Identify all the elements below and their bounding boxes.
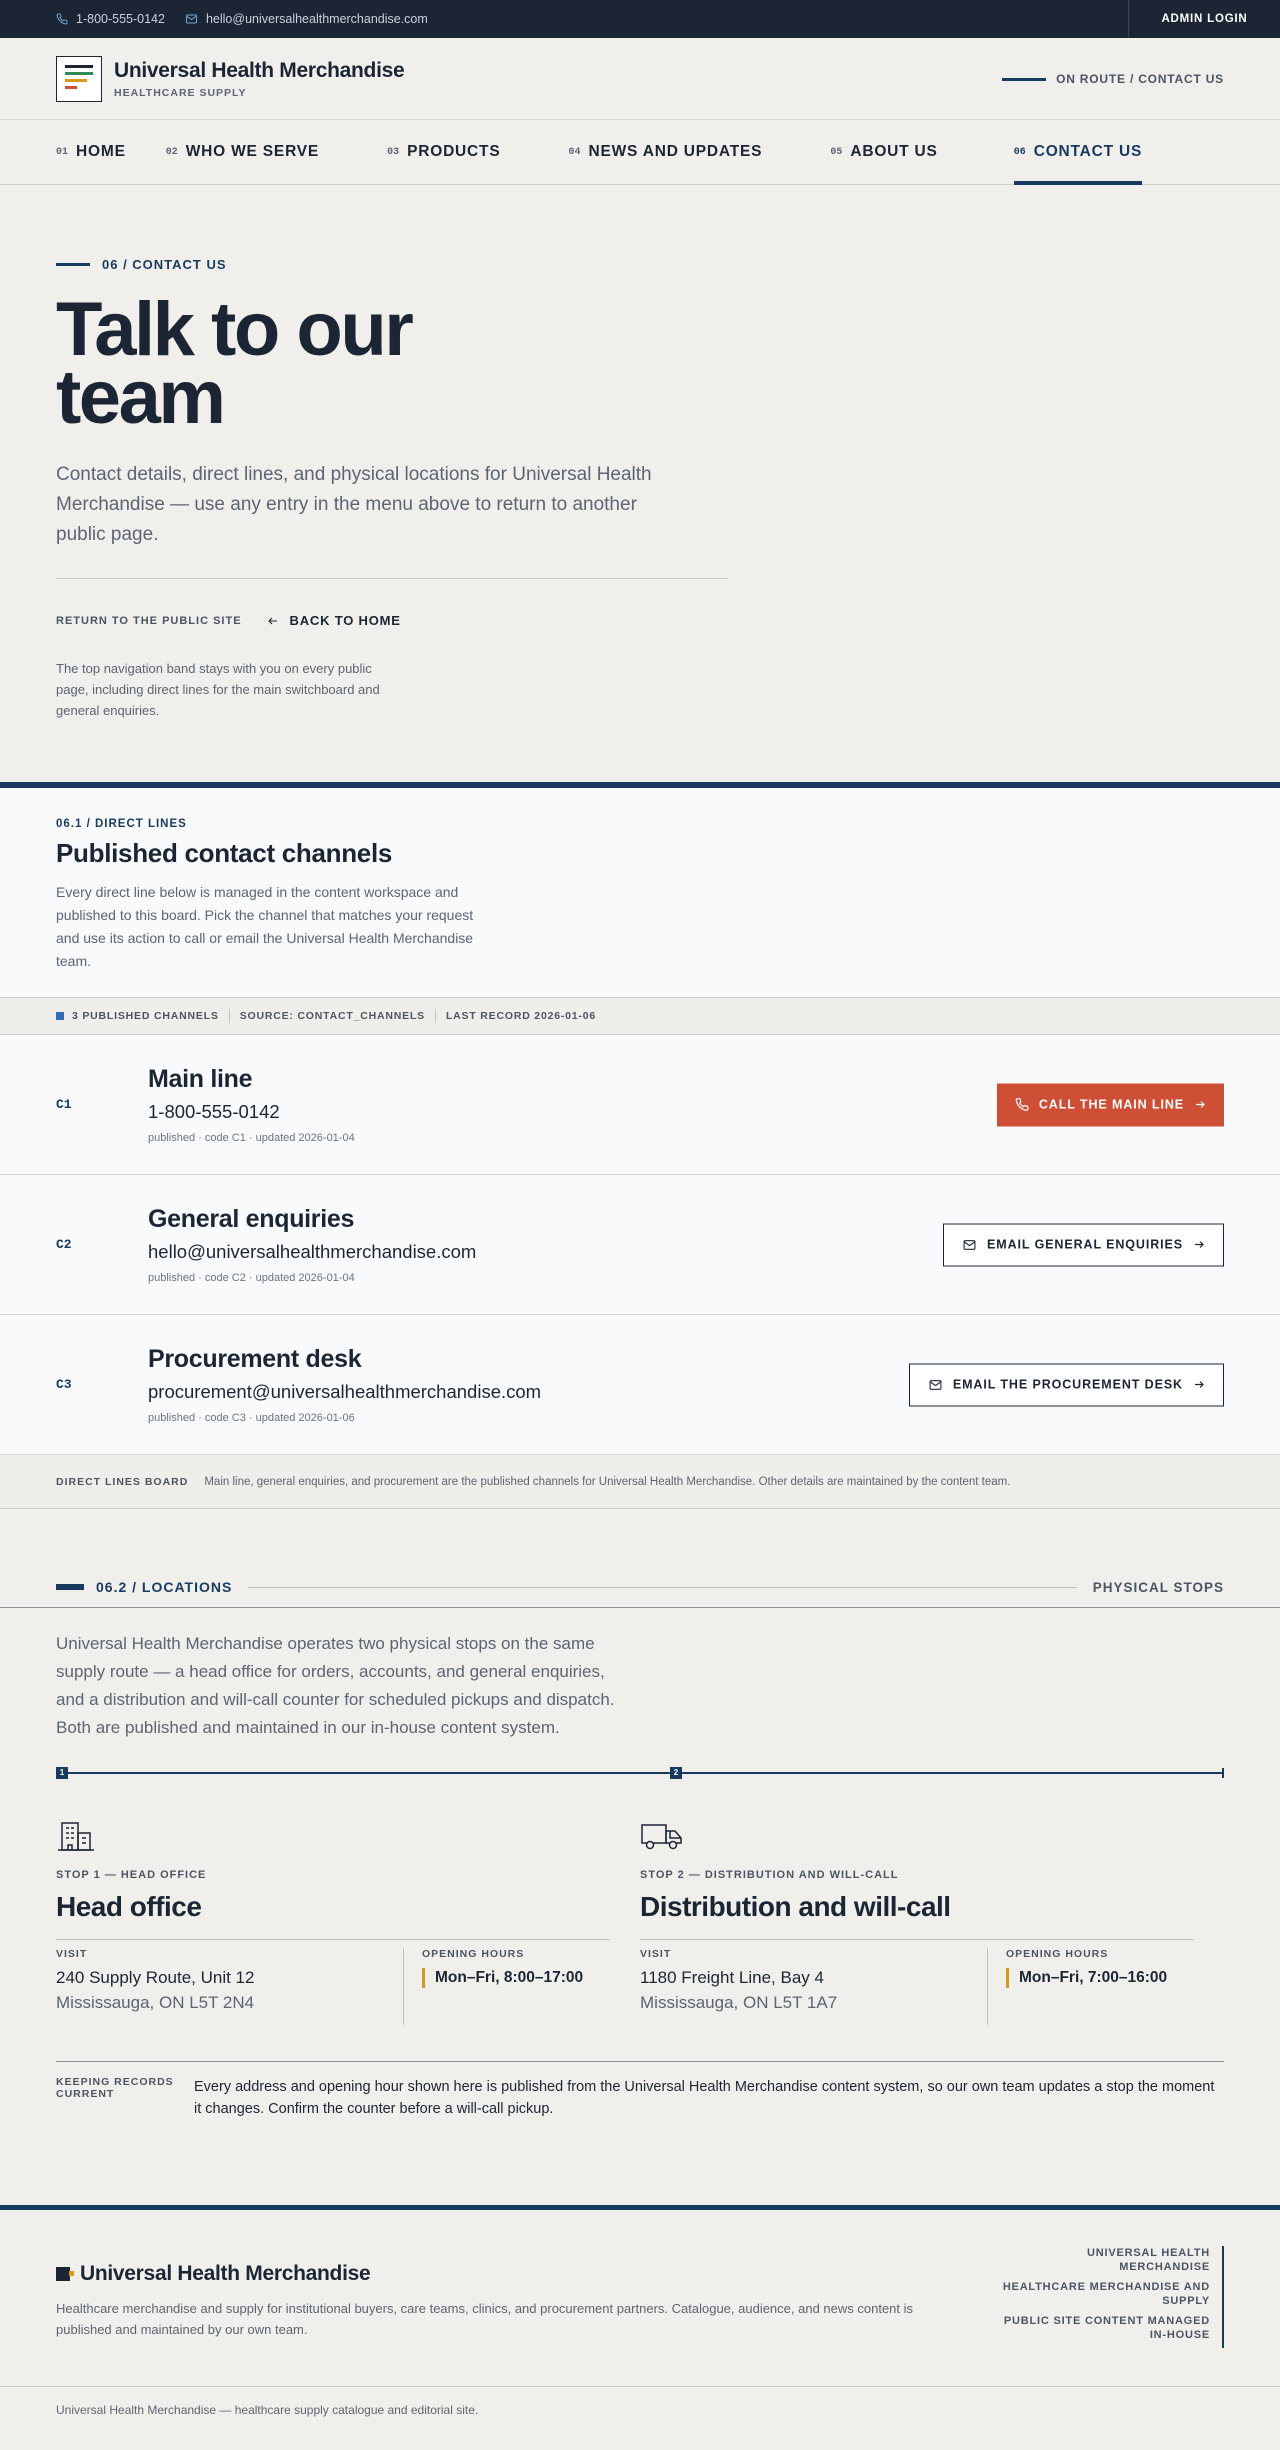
footer-copyright: Universal Health Merchandise — healthcare supply catalogue and editorial site. — [56, 2403, 479, 2417]
nav-label: ABOUT US — [850, 143, 938, 160]
nav-num: 06 — [1013, 146, 1026, 158]
eyebrow-bar — [56, 263, 90, 266]
stop-title: Distribution and will-call — [640, 1891, 951, 1922]
stop-hours — [404, 1948, 583, 2025]
channel-meta: published · code C3 · updated 2026-01-06 — [148, 1412, 355, 1424]
channel-meta: published · code C2 · updated 2026-01-04 — [148, 1272, 355, 1284]
stop-visit — [640, 1948, 988, 2025]
opening-hours: Mon–Fri, 7:00–16:00 — [1006, 1968, 1167, 1988]
topbar-email: hello@universalhealthmerchandise.com — [205, 12, 428, 26]
board-label: DIRECT LINES BOARD — [56, 1475, 189, 1488]
nav-num: 03 — [387, 146, 400, 158]
nav-label: PRODUCTS — [407, 143, 501, 160]
section-label: 06.2 / LOCATIONS — [96, 1579, 233, 1595]
hero-eyebrow — [56, 257, 1224, 272]
nav-item-products[interactable] — [387, 120, 500, 184]
channel-title: Main line — [148, 1065, 253, 1093]
visit-label: VISIT — [640, 1948, 672, 1960]
stop-visit — [56, 1948, 404, 2025]
brand-logo[interactable] — [56, 56, 102, 102]
channel-value[interactable]: 1-800-555-0142 — [148, 1101, 280, 1122]
channel-code: C1 — [56, 1097, 72, 1112]
nav-item-contact-us[interactable] — [1014, 120, 1142, 184]
nav-label: NEWS AND UPDATES — [588, 143, 763, 160]
back-to-home-link[interactable] — [266, 613, 401, 628]
stop-card-distribution — [640, 1820, 1224, 2025]
arrow-left-icon — [266, 615, 280, 627]
channel-row — [0, 1315, 1280, 1455]
keep-text: Every address and opening hour shown here is published from the Universal Health Merchandise content system, so our own team updates a stop the moment it changes. Confirm the counter before a will-call pickup. — [194, 2079, 1215, 2117]
hero-section — [0, 185, 1280, 785]
direct-lines-section — [0, 782, 1280, 1509]
channel-value[interactable]: hello@universalhealthmerchandise.com — [148, 1241, 477, 1262]
board-text: Main line, general enquiries, and procurement are the published channels for Universal Health Merchandise. Other details are maintained by the content team. — [204, 1475, 1011, 1488]
hero-lead: Contact details, direct lines, and physical locations for Universal Health Merchandise — use any entry in the menu above to return to another public page. — [56, 464, 652, 545]
address-line2: Mississauga, ON L5T 2N4 — [56, 1993, 255, 2012]
brand-name[interactable]: Universal Health Merchandise — [114, 58, 405, 82]
route-end — [1222, 1768, 1224, 1778]
direct-lines-board — [0, 1455, 1280, 1509]
header-line — [248, 1587, 1076, 1588]
footer-meta-list — [1000, 2246, 1224, 2348]
section-title: Published contact channels — [56, 838, 393, 868]
physical-stops-label: PHYSICAL STOPS — [1092, 1579, 1224, 1595]
call-main-line-button[interactable] — [997, 1083, 1224, 1126]
section-description: Every direct line below is managed in the content workspace and published to this board. Pick the channel that matches your request and use its action to call or email the Universal Health Merchandise team. — [56, 884, 474, 969]
channel-last-record: LAST RECORD 2026-01-06 — [445, 1010, 597, 1022]
building-icon — [56, 1820, 96, 1852]
locations-intro: Universal Health Merchandise operates two physical stops on the same supply route — a head office for orders, accounts, and general enquiries, and a distribution and will-call counter for scheduled pickups and dispatch. Both are published and maintained in our in-house content system. — [56, 1634, 615, 1737]
nav-item-about-us[interactable] — [830, 120, 937, 184]
main-nav — [0, 120, 1280, 185]
channel-title: Procurement desk — [148, 1345, 362, 1373]
channel-code: C3 — [56, 1377, 72, 1392]
footer-main — [0, 2210, 1280, 2387]
divider — [229, 1009, 230, 1023]
address-line2: Mississauga, ON L5T 1A7 — [640, 1993, 838, 2012]
address-line1: 240 Supply Route, Unit 12 — [56, 1968, 255, 1987]
topbar-email-link[interactable] — [185, 12, 428, 26]
truck-icon — [640, 1820, 684, 1852]
phone-icon — [1015, 1098, 1029, 1112]
opening-hours: Mon–Fri, 8:00–17:00 — [422, 1968, 583, 1988]
stop-details — [640, 1939, 1194, 2025]
channel-value[interactable]: procurement@universalhealthmerchandise.com — [148, 1381, 542, 1402]
status-square — [56, 1012, 64, 1020]
stop-title: Head office — [56, 1891, 202, 1922]
button-label: EMAIL THE PROCUREMENT DESK — [952, 1377, 1183, 1392]
back-label: BACK TO HOME — [289, 613, 401, 628]
hours-label: OPENING HOURS — [1006, 1948, 1109, 1960]
channel-count: 3 PUBLISHED CHANNELS — [72, 1010, 219, 1022]
arrow-right-icon — [1193, 1239, 1205, 1251]
button-label: EMAIL GENERAL ENQUIRIES — [987, 1237, 1183, 1252]
channel-meta: published · code C1 · updated 2026-01-04 — [148, 1132, 355, 1144]
email-procurement-desk-button[interactable] — [909, 1363, 1224, 1406]
nav-label: WHO WE SERVE — [185, 143, 320, 160]
brand-tagline: HEALTHCARE SUPPLY — [114, 86, 247, 99]
footer-description: Healthcare merchandise and supply for institutional buyers, care teams, clinics, and procurement partners. Catalogue, audience, and news content is published and maintained by our own team. — [56, 2301, 914, 2337]
mail-icon — [928, 1378, 943, 1391]
stop-card-head-office — [56, 1820, 640, 2025]
stop-marker-1: 1 — [56, 1767, 68, 1779]
keep-label: KEEPING RECORDS CURRENT — [56, 2076, 174, 2100]
admin-login-button[interactable]: ADMIN LOGIN — [1128, 0, 1280, 38]
nav-num: 02 — [165, 146, 178, 158]
footer-meta-item: PUBLIC SITE CONTENT MANAGED IN-HOUSE — [1003, 2315, 1210, 2341]
nav-num: 04 — [568, 146, 581, 158]
section-bar — [56, 1584, 84, 1590]
stop-eyebrow: STOP 2 — DISTRIBUTION AND WILL-CALL — [640, 1869, 899, 1881]
nav-num: 01 — [56, 146, 69, 158]
eyebrow-label: 06 / CONTACT US — [102, 257, 227, 272]
footer-brand-name: Universal Health Merchandise — [80, 2262, 371, 2285]
locations-section — [0, 1507, 1280, 2120]
return-row — [56, 613, 1224, 628]
footer-meta-item: UNIVERSAL HEALTH MERCHANDISE — [1086, 2247, 1210, 2273]
mail-icon — [185, 13, 198, 25]
channel-title: General enquiries — [148, 1205, 355, 1233]
route-indicator — [1002, 38, 1224, 120]
arrow-right-icon — [1193, 1379, 1205, 1391]
channel-source: SOURCE: CONTACT_CHANNELS — [239, 1010, 425, 1022]
return-label: RETURN TO THE PUBLIC SITE — [56, 614, 242, 627]
site-footer — [0, 2205, 1280, 2450]
mail-icon — [962, 1238, 977, 1251]
nav-item-who-we-serve[interactable] — [166, 120, 319, 184]
divider — [435, 1009, 436, 1023]
route-label: ON ROUTE / CONTACT US — [1056, 72, 1224, 86]
stop-details — [56, 1939, 610, 2025]
nav-label: CONTACT US — [1033, 143, 1143, 160]
site-header — [0, 38, 1280, 120]
top-bar — [0, 0, 1280, 38]
channel-code: C2 — [56, 1237, 72, 1252]
direct-lines-header — [0, 788, 1280, 997]
stop-eyebrow: STOP 1 — HEAD OFFICE — [56, 1869, 207, 1881]
channels-meta-strip — [0, 997, 1280, 1035]
nav-item-home[interactable] — [56, 120, 126, 184]
channel-row — [0, 1035, 1280, 1175]
stop-marker-2: 2 — [670, 1767, 682, 1779]
nav-item-news-and-updates[interactable] — [568, 120, 762, 184]
channel-row — [0, 1175, 1280, 1315]
nav-num: 05 — [830, 146, 843, 158]
route-line — [56, 1766, 1224, 1780]
stop-hours — [988, 1948, 1167, 2025]
button-label: CALL THE MAIN LINE — [1038, 1097, 1184, 1112]
page-title-line1: Talk to our — [56, 287, 412, 372]
nav-label: HOME — [76, 143, 126, 160]
page-title — [56, 287, 1224, 440]
route-track — [56, 1772, 1224, 1774]
stops-grid — [56, 1820, 1224, 2025]
hours-label: OPENING HOURS — [422, 1948, 525, 1960]
keeping-records-note — [56, 2061, 1224, 2120]
address-line1: 1180 Freight Line, Bay 4 — [640, 1968, 824, 1987]
page-title-line2: team — [56, 355, 224, 440]
hero-note: The top navigation band stays with you on every public page, including direct lines for the main switchboard and general enquiries. — [56, 661, 380, 718]
arrow-right-icon — [1194, 1099, 1206, 1111]
topbar-phone: 1-800-555-0142 — [76, 12, 165, 26]
topbar-phone-link[interactable] — [56, 12, 165, 26]
hero-divider — [56, 578, 728, 579]
section-rule — [0, 1607, 1280, 1608]
visit-label: VISIT — [56, 1948, 88, 1960]
phone-icon — [56, 13, 68, 25]
footer-meta-item: HEALTHCARE MERCHANDISE AND SUPPLY — [1002, 2281, 1210, 2307]
locations-header — [0, 1575, 1280, 1599]
route-bar — [1002, 78, 1046, 81]
email-general-enquiries-button[interactable] — [943, 1223, 1224, 1266]
footer-logo-mark — [56, 2267, 70, 2281]
section-label: 06.1 / DIRECT LINES — [56, 818, 187, 830]
